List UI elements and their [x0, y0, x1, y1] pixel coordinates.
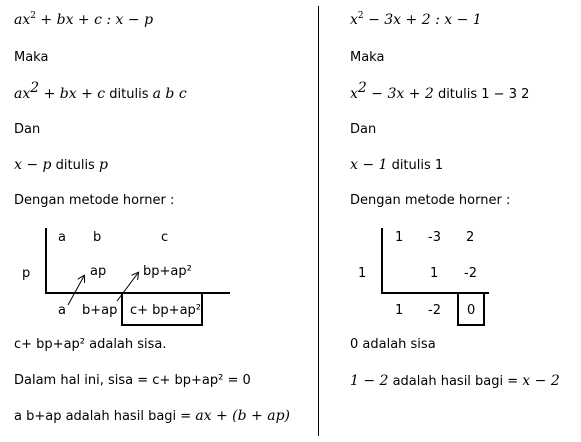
left-divisor: x − p — [14, 157, 52, 173]
right-horner-coef-2: -3 — [428, 230, 441, 245]
right-expr-part: x — [350, 12, 358, 28]
left-poly-sup: 2 — [30, 80, 40, 96]
right-expr-rest: − 3x + 2 : x − 1 — [363, 12, 482, 28]
left-horner-coef-b: b — [93, 230, 102, 245]
left-remainder-equation: Dalam hal ini, sisa = c+ bp+ap² = 0 — [14, 373, 251, 388]
left-horner-coef-c: c — [161, 230, 169, 245]
left-arrow-2 — [117, 273, 138, 301]
left-expr-part: ax — [14, 12, 31, 28]
left-arrow-1 — [68, 276, 84, 305]
right-horner-result-1: 1 — [395, 303, 404, 318]
right-written-as-line — [350, 80, 530, 103]
left-horner-divisor-p: p — [22, 266, 31, 281]
left-coefficients: a b c — [152, 86, 187, 102]
right-poly-part: x — [350, 86, 358, 102]
right-dan: Dan — [350, 122, 377, 137]
right-expr-sup: 2 — [357, 11, 364, 21]
left-horner-result-b-ap: b+ap — [82, 303, 118, 318]
right-remainder-text: 0 adalah sisa — [350, 337, 436, 352]
right-horner-divisor: 1 — [358, 266, 367, 281]
right-quotient-line — [350, 373, 560, 390]
left-divisor-ditulis: ditulis — [51, 158, 99, 173]
right-divisor-line — [350, 157, 443, 174]
left-divisor-value: p — [98, 157, 108, 173]
right-quotient-coefs: 1 − 2 — [350, 373, 389, 389]
right-horner-coef-3: 2 — [466, 230, 475, 245]
right-division-expression — [350, 12, 482, 28]
left-quotient-expression: ax + (b + ap) — [195, 408, 291, 424]
left-horner-heading: Dengan metode horner : — [14, 193, 175, 208]
right-horner-result-2: -2 — [428, 303, 441, 318]
right-horner-remainder: 0 — [467, 303, 476, 318]
right-horner-coef-1: 1 — [395, 230, 404, 245]
right-divisor: x − 1 — [350, 157, 388, 173]
right-quotient-text: adalah hasil bagi = — [388, 374, 523, 389]
left-expr-sup: 2 — [30, 11, 36, 21]
right-maka: Maka — [350, 50, 385, 65]
right-horner-heading: Dengan metode horner : — [350, 193, 511, 208]
left-maka: Maka — [14, 50, 49, 65]
right-poly-rest: − 3x + 2 — [366, 86, 434, 102]
left-horner-result-a: a — [58, 303, 66, 318]
right-horner-vertical-line — [381, 228, 383, 294]
left-poly-rest: + bx + c — [39, 86, 106, 102]
left-horner-coef-a: a — [58, 230, 66, 245]
left-poly-part: ax — [14, 86, 31, 102]
right-horner-mid-3: -2 — [464, 266, 477, 281]
left-horner-remainder: c+ bp+ap² — [130, 303, 201, 318]
left-ditulis: ditulis — [105, 87, 153, 102]
right-poly-sup: 2 — [357, 80, 367, 96]
left-remainder-text: c+ bp+ap² adalah sisa. — [14, 337, 167, 352]
left-horner-ap: ap — [90, 264, 107, 279]
right-coefficients: ditulis 1 − 3 2 — [433, 87, 530, 102]
left-horner-bp-ap2: bp+ap² — [143, 264, 192, 279]
left-quotient-line — [14, 408, 290, 425]
right-horner-mid-2: 1 — [430, 266, 439, 281]
left-expr-rest: + bx + c : x − p — [35, 12, 154, 28]
left-quotient-text: a b+ap adalah hasil bagi = — [14, 409, 196, 424]
right-quotient-expression: x − 2 — [522, 373, 560, 389]
left-dan: Dan — [14, 122, 41, 137]
right-divisor-ditulis: ditulis 1 — [387, 158, 444, 173]
